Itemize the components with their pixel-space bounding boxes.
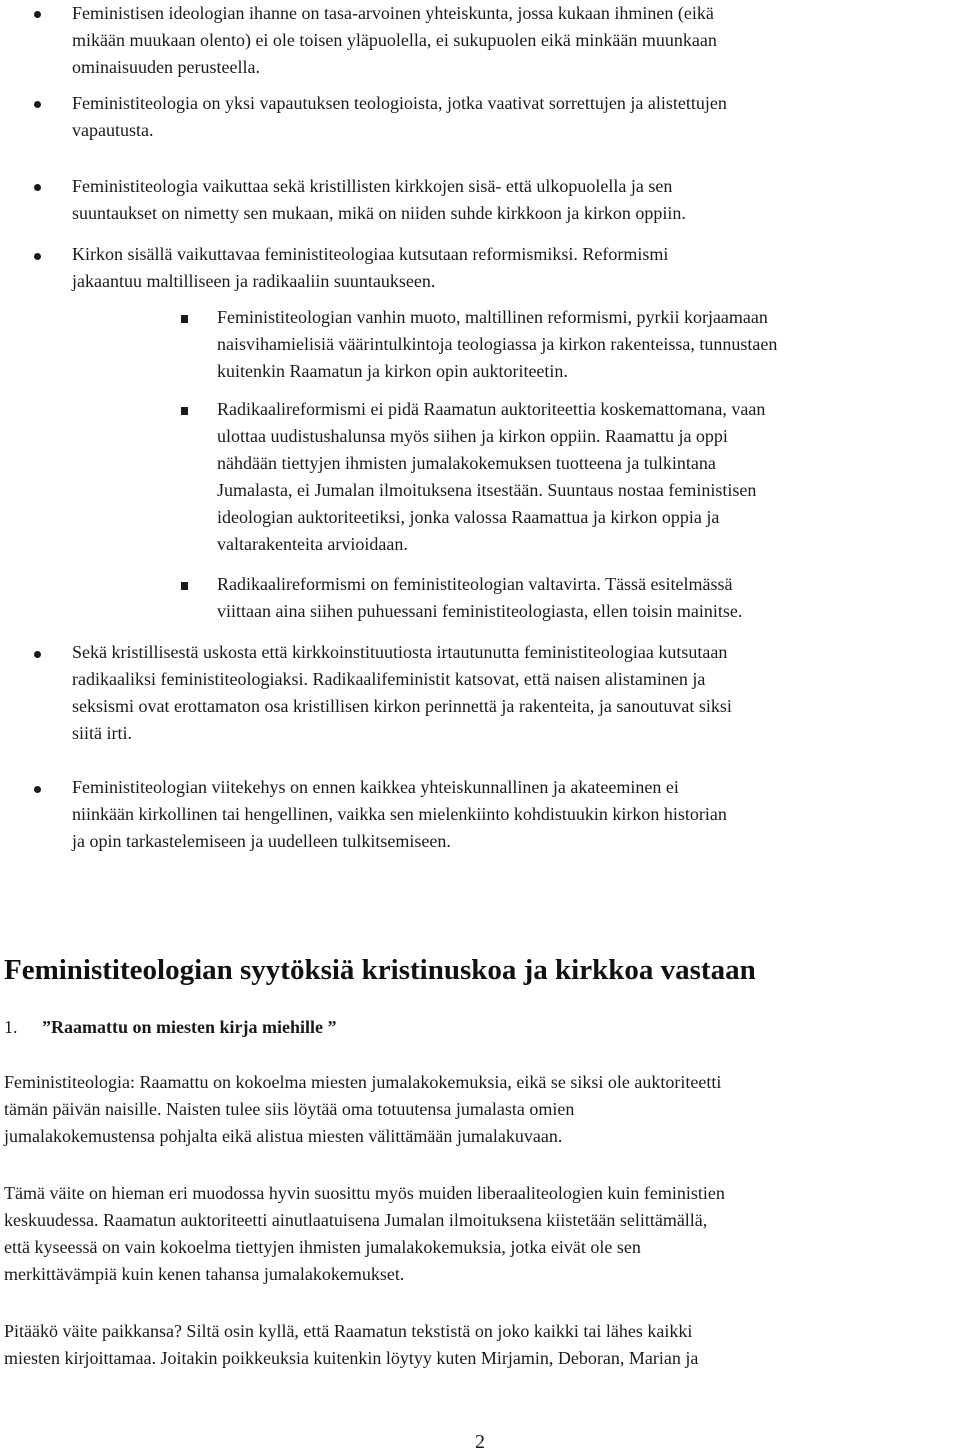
bullet-item (72, 90, 727, 144)
text-line: Tämä väite on hieman eri muodossa hyvin suosittu myös muiden liberaaliteologien kuin feministien (4, 1183, 725, 1203)
bullet-marker (34, 101, 41, 108)
text-line: merkittävämpiä kuin kenen tahansa jumalakokemukset. (4, 1264, 405, 1284)
text-line: Feministiteologia vaikuttaa sekä kristillisten kirkkojen sisä- että ulkopuolella ja sen (72, 176, 673, 196)
page-number: 2 (475, 1431, 485, 1453)
text-line: suuntaukset on nimetty sen mukaan, mikä on niiden suhde kirkkoon ja kirkon oppiin. (72, 203, 686, 223)
text-line: nähdään tiettyjen ihmisten jumalakokemuksen tuotteena ja tulkintana (217, 453, 716, 473)
text-line: vapautusta. (72, 120, 154, 140)
text-line: Radikaalireformismi on feministiteologian valtavirta. Tässä esitelmässä (217, 574, 733, 594)
text-line: jumalakokemustensa pohjalta eikä alistua miesten välittämään jumalakuvaan. (4, 1126, 563, 1146)
text-line: Radikaalireformismi ei pidä Raamatun auktoriteettia koskemattomana, vaan (217, 399, 766, 419)
bullet-item (72, 774, 727, 855)
text-line: viittaan aina siihen puhuessani feministiteologiasta, ellen toisin mainitse. (217, 601, 743, 621)
sub-bullet-item (217, 396, 765, 558)
text-line: Pitääkö väite paikkansa? Siltä osin kyllä, että Raamatun tekstistä on joko kaikki tai lähes kaikki (4, 1321, 693, 1341)
text-line: kuitenkin Raamatun ja kirkon opin auktoriteetin. (217, 361, 568, 381)
square-bullet-marker (181, 407, 188, 415)
square-bullet-marker (181, 582, 188, 590)
text-line: naisvihamielisiä väärintulkintoja teologiassa ja kirkon rakenteissa, tunnustaen (217, 334, 778, 354)
text-line: jakaantuu maltilliseen ja radikaaliin suuntaukseen. (72, 271, 436, 291)
text-line: ideologian auktoriteetiksi, jonka valossa Raamattua ja kirkon oppia ja (217, 507, 720, 527)
body-paragraph (4, 1318, 698, 1372)
sub-bullet-item (217, 571, 742, 625)
numbered-item (4, 1014, 336, 1041)
text-line: radikaaliksi feministiteologiaksi. Radikaalifeministit katsovat, että naisen alistaminen ja (72, 669, 706, 689)
text-line: tämän päivän naisille. Naisten tulee siis löytää oma totuutensa jumalasta omien (4, 1099, 575, 1119)
text-line: Sekä kristillisestä uskosta että kirkkoinstituutiosta irtautunutta feministiteologiaa kutsutaan (72, 642, 728, 662)
text-line: Feministiteologia on yksi vapautuksen teologioista, jotka vaativat sorrettujen ja alistettujen (72, 93, 727, 113)
square-bullet-marker (181, 315, 188, 323)
text-line: Feministiteologia: Raamattu on kokoelma miesten jumalakokemuksia, eikä se siksi ole auktoriteetti (4, 1072, 722, 1092)
item-title: ”Raamattu on miesten kirja miehille ” (42, 1017, 337, 1037)
text-line: Kirkon sisällä vaikuttavaa feministiteologiaa kutsutaan reformismiksi. Reformismi (72, 244, 669, 264)
text-line: ulottaa uudistushalunsa myös siihen ja kirkon oppiin. Raamattu ja oppi (217, 426, 728, 446)
text-line: keskuudessa. Raamatun auktoriteetti ainutlaatuisena Jumalan ilmoituksena kiistetään selittämällä, (4, 1210, 708, 1230)
text-line: valtarakenteita arvioidaan. (217, 534, 408, 554)
bullet-marker (34, 651, 41, 658)
bullet-item (72, 173, 686, 227)
text-line: miesten kirjoittamaa. Joitakin poikkeuksia kuitenkin löytyy kuten Mirjamin, Deboran, Marian ja (4, 1348, 699, 1368)
bullet-marker (34, 184, 41, 191)
section-heading: Feministiteologian syytöksiä kristinuskoa ja kirkkoa vastaan (4, 954, 756, 986)
bullet-item (72, 0, 717, 81)
body-paragraph (4, 1069, 721, 1150)
bullet-marker (34, 786, 41, 793)
text-line: ja opin tarkastelemiseen ja uudelleen tulkitsemiseen. (72, 831, 451, 851)
bullet-item (72, 241, 668, 295)
sub-bullet-item (217, 304, 777, 385)
text-line: niinkään kirkollinen tai hengellinen, vaikka sen mielenkiinto kohdistuukin kirkon historian (72, 804, 727, 824)
bullet-marker (34, 11, 41, 18)
text-line: ominaisuuden perusteella. (72, 57, 260, 77)
text-line: että kyseessä on vain kokoelma tiettyjen ihmisten jumalakokemuksia, jotka eivät ole sen (4, 1237, 641, 1257)
text-line: seksismi ovat erottamaton osa kristillisen kirkon perinnettä ja rakenteita, ja sanoutuvat siksi (72, 696, 732, 716)
text-line: Feministiteologian vanhin muoto, maltillinen reformismi, pyrkii korjaamaan (217, 307, 768, 327)
text-line: Feministisen ideologian ihanne on tasa-arvoinen yhteiskunta, jossa kukaan ihminen (eikä (72, 3, 714, 23)
body-paragraph (4, 1180, 725, 1288)
text-line: siitä irti. (72, 723, 132, 743)
bullet-marker (34, 253, 41, 260)
text-line: Feministiteologian viitekehys on ennen kaikkea yhteiskunnallinen ja akateeminen ei (72, 777, 679, 797)
text-line: Jumalasta, ei Jumalan ilmoituksena itsestään. Suuntaus nostaa feministisen (217, 480, 757, 500)
bullet-item (72, 639, 732, 747)
item-number: 1. (4, 1017, 18, 1037)
text-line: mikään muukaan olento) ei ole toisen yläpuolella, ei sukupuolen eikä minkään muunkaan (72, 30, 717, 50)
